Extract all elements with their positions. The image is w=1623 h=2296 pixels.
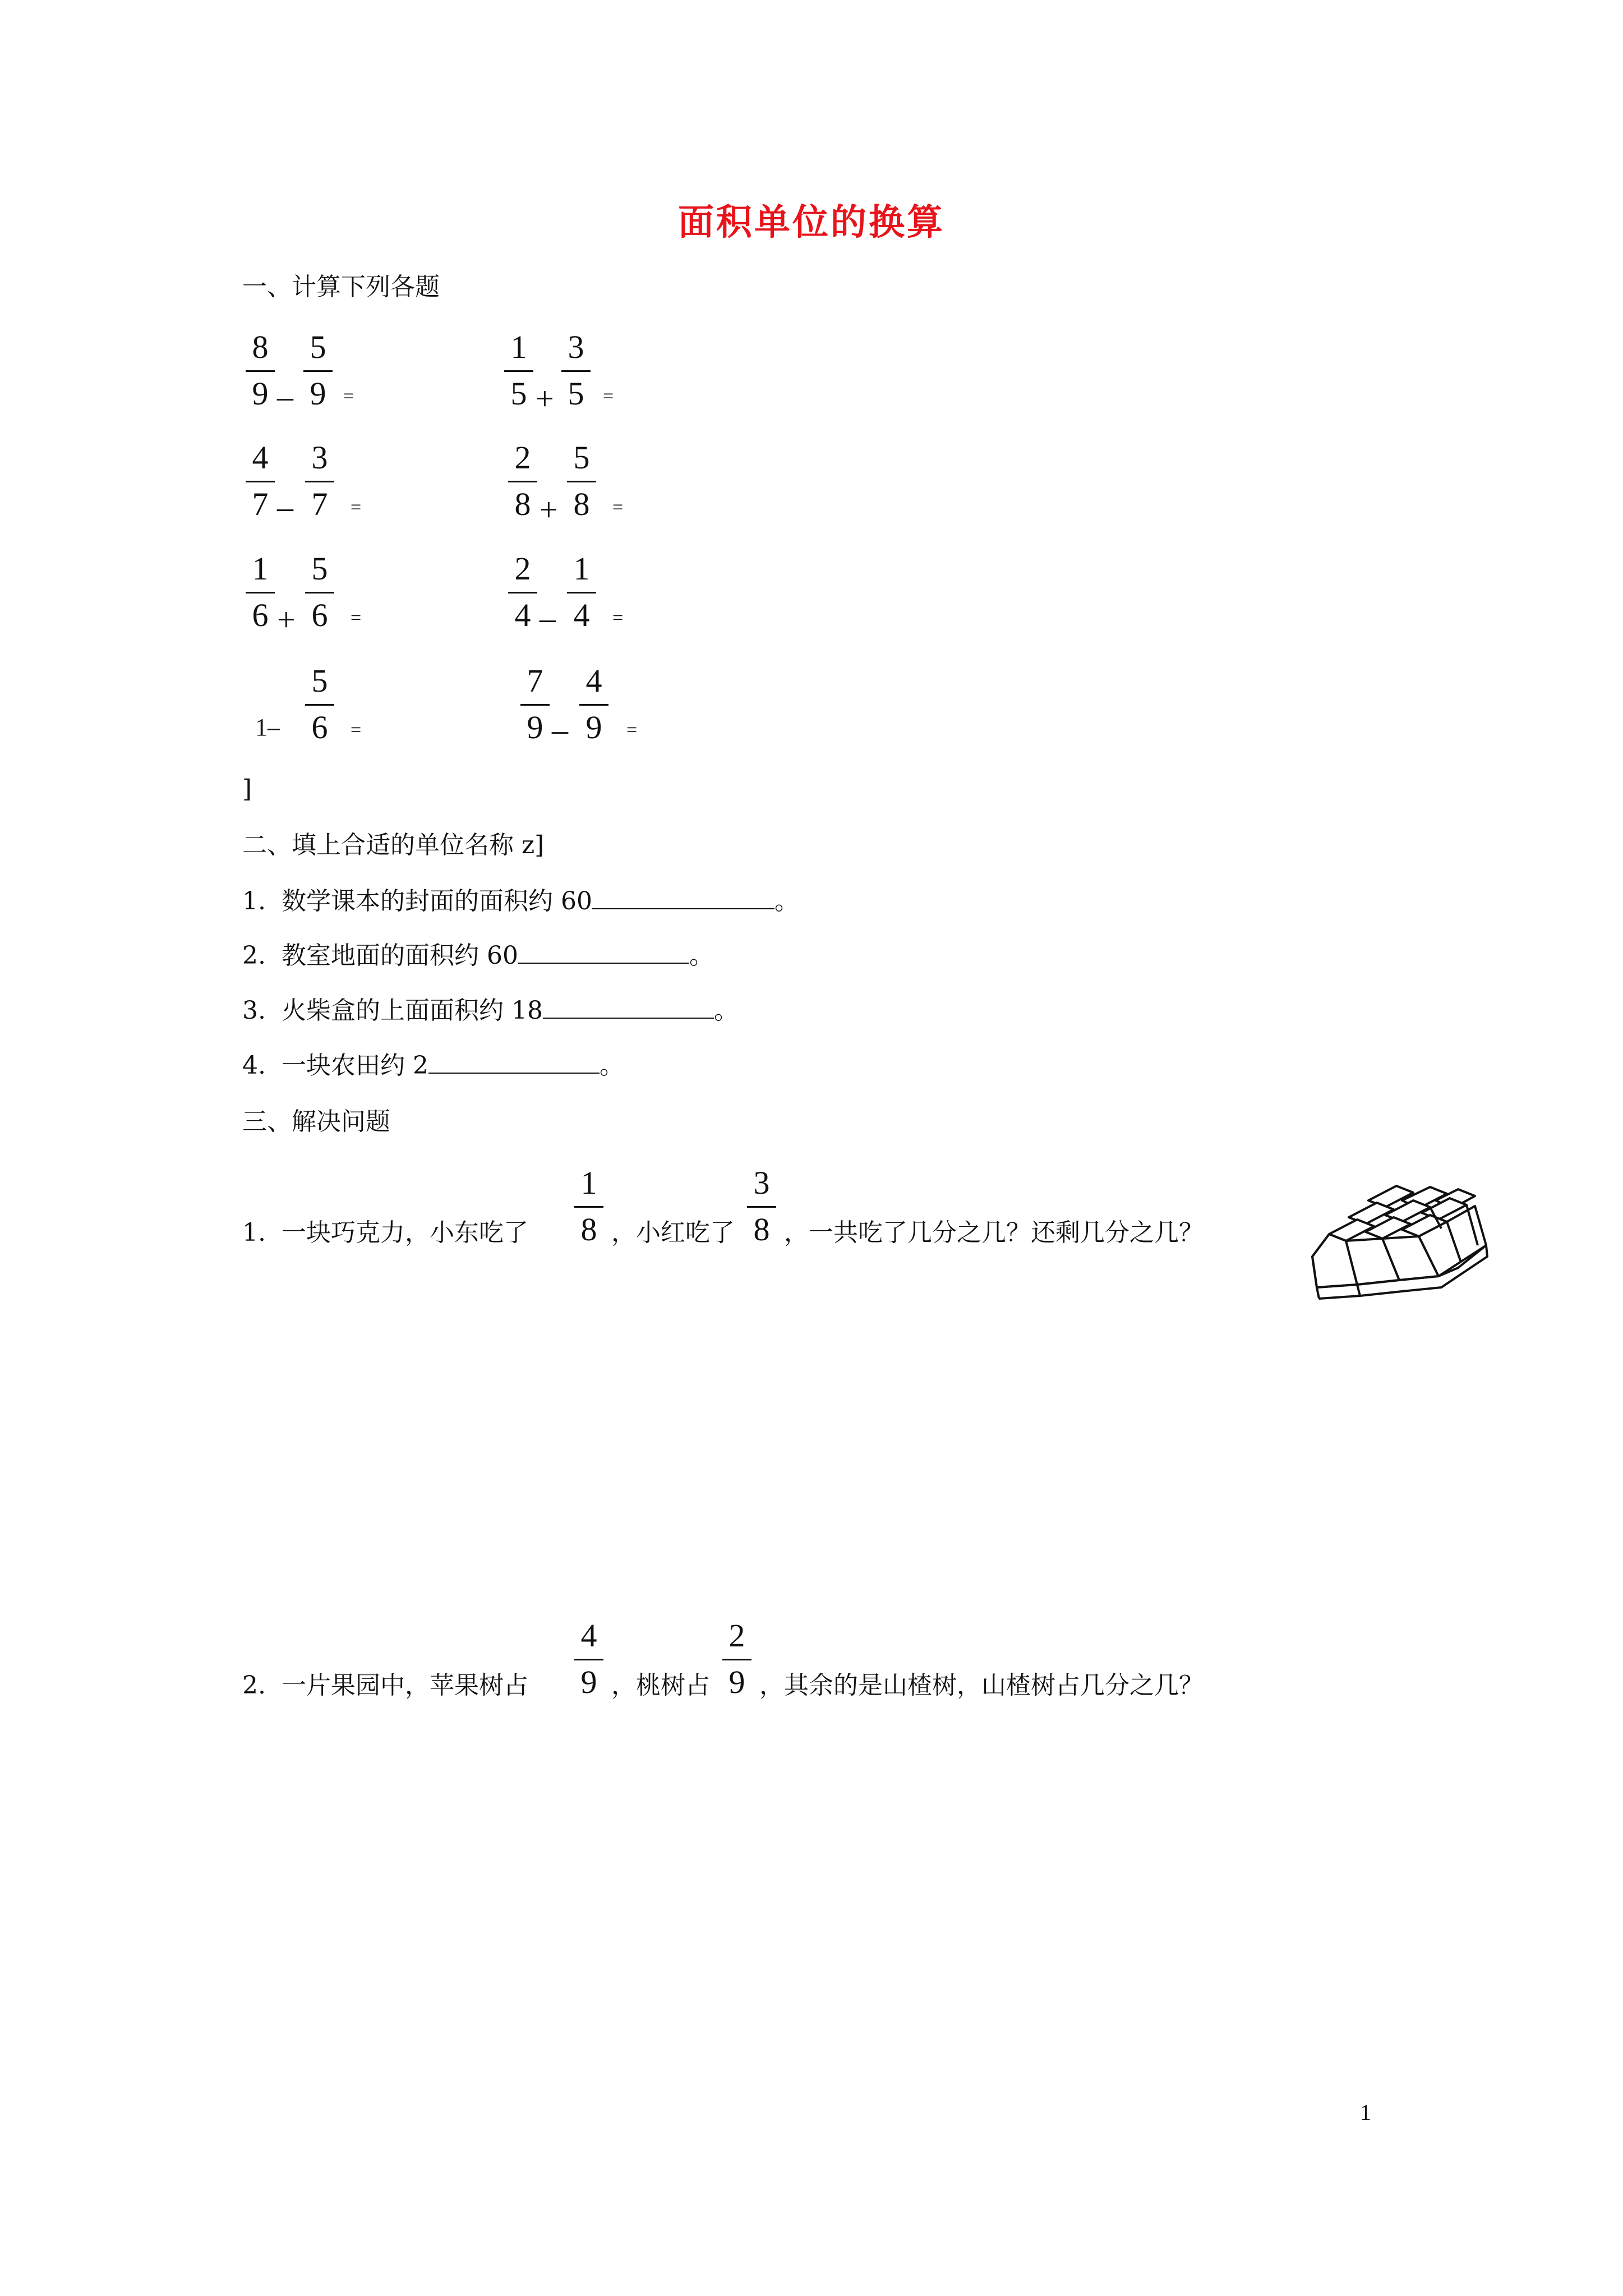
item-end: 。: [713, 996, 739, 1025]
fraction: [300, 331, 336, 410]
numerator: 4: [585, 662, 602, 699]
numerator: 2: [514, 550, 531, 587]
denominator: 9: [252, 375, 269, 412]
denominator: 7: [252, 486, 269, 522]
fraction: [719, 1619, 755, 1699]
numerator: 5: [573, 439, 590, 476]
operator: –: [277, 378, 293, 415]
equals-sign: =: [603, 386, 614, 407]
equals-sign: =: [351, 497, 362, 518]
item-number: 3.: [242, 996, 266, 1025]
numerator: 1: [510, 329, 527, 365]
numerator: 4: [580, 1617, 597, 1654]
denominator: 8: [580, 1211, 597, 1248]
equals-sign: =: [351, 608, 362, 628]
item-text: 一块农田约 2: [281, 1051, 428, 1080]
operator: +: [536, 380, 554, 417]
fraction: [571, 1619, 607, 1699]
denominator: 7: [311, 486, 328, 522]
denominator: 6: [252, 597, 269, 633]
stray-mark: ]: [242, 775, 252, 803]
section1-heading: 一、计算下列各题: [242, 273, 440, 301]
fraction: [564, 550, 600, 633]
answer-blank[interactable]: [592, 888, 774, 909]
fraction: [302, 441, 338, 521]
operator: +: [540, 491, 558, 528]
numerator: 3: [568, 329, 584, 365]
answer-blank[interactable]: [518, 942, 689, 964]
page-number: 1: [1360, 2100, 1371, 2125]
equals-sign: =: [612, 497, 624, 518]
answer-blank[interactable]: [428, 1052, 600, 1074]
equals-sign: =: [351, 720, 362, 740]
question-text: ，桃树占: [611, 1671, 710, 1700]
fraction: [576, 662, 612, 746]
question-text: 一片果园中，苹果树占: [281, 1671, 528, 1700]
denominator: 4: [573, 597, 590, 633]
question-number: 1.: [242, 1218, 266, 1247]
numerator: 1: [580, 1165, 597, 1201]
equals-sign: =: [343, 386, 354, 407]
section2-heading: 二、填上合适的单位名称 z]: [242, 831, 545, 859]
fraction: [242, 441, 278, 521]
numerator: 3: [311, 439, 328, 476]
fraction: [302, 662, 338, 746]
denominator: 9: [310, 375, 326, 412]
numerator: 5: [310, 329, 326, 365]
fraction: [564, 441, 600, 521]
item-number: 1.: [242, 887, 266, 915]
numerator: 1: [573, 550, 590, 587]
denominator: 8: [753, 1211, 770, 1248]
fill-item-1: [242, 888, 799, 914]
operator: –: [277, 489, 293, 525]
fill-item-2: [242, 942, 714, 968]
numerator: 2: [728, 1617, 745, 1654]
operator: +: [277, 601, 296, 638]
fraction: [571, 1167, 607, 1246]
question-text: ，其余的是山楂树，山楂树占几分之几？: [759, 1671, 1204, 1700]
denominator: 8: [573, 486, 590, 522]
item-end: 。: [774, 887, 799, 915]
fraction: [505, 550, 541, 633]
item-end: 。: [599, 1051, 624, 1080]
fraction: [242, 550, 278, 633]
lead-term: 1–: [255, 714, 280, 741]
item-text: 数学课本的封面的面积约 60: [281, 887, 592, 915]
question-text: ，一共吃了几分之几？还剩几分之几？: [784, 1218, 1204, 1247]
item-end: 。: [689, 941, 714, 970]
chocolate-bar-illustration: [1307, 1184, 1497, 1313]
item-text: 教室地面的面积约 60: [281, 941, 518, 970]
fraction: [501, 331, 537, 410]
denominator: 9: [728, 1664, 745, 1700]
operator: –: [540, 600, 556, 636]
item-number: 4.: [242, 1051, 266, 1080]
fraction: [302, 550, 338, 633]
equals-sign: =: [626, 720, 638, 740]
fraction: [517, 662, 553, 746]
denominator: 9: [585, 709, 602, 746]
item-text: 火柴盒的上面面积约 18: [281, 996, 543, 1025]
denominator: 4: [514, 597, 531, 633]
question-text: ，小红吃了: [611, 1218, 735, 1247]
denominator: 6: [311, 597, 328, 633]
fraction: [242, 331, 278, 410]
numerator: 3: [753, 1165, 770, 1201]
question-number: 2.: [242, 1671, 266, 1700]
operator: –: [552, 711, 568, 748]
numerator: 8: [252, 329, 269, 365]
numerator: 2: [514, 439, 531, 476]
denominator: 9: [527, 709, 543, 746]
denominator: 5: [510, 375, 527, 412]
fraction: [558, 331, 594, 410]
fraction: [744, 1167, 780, 1246]
fraction: [505, 441, 541, 521]
denominator: 5: [568, 375, 584, 412]
question-text: 一块巧克力，小东吃了: [281, 1218, 528, 1247]
equals-sign: =: [612, 608, 624, 628]
answer-blank[interactable]: [543, 997, 714, 1019]
denominator: 8: [514, 486, 531, 522]
fill-item-3: [242, 997, 739, 1023]
section3-heading: 三、解决问题: [242, 1107, 390, 1136]
denominator: 6: [311, 709, 328, 746]
item-number: 2.: [242, 941, 266, 970]
numerator: 1: [252, 550, 269, 587]
denominator: 9: [580, 1664, 597, 1700]
numerator: 7: [527, 662, 543, 699]
fill-item-4: [242, 1052, 624, 1078]
page-title: 面积单位的换算: [678, 201, 945, 243]
numerator: 5: [311, 550, 328, 587]
numerator: 4: [252, 439, 269, 476]
numerator: 5: [311, 662, 328, 699]
